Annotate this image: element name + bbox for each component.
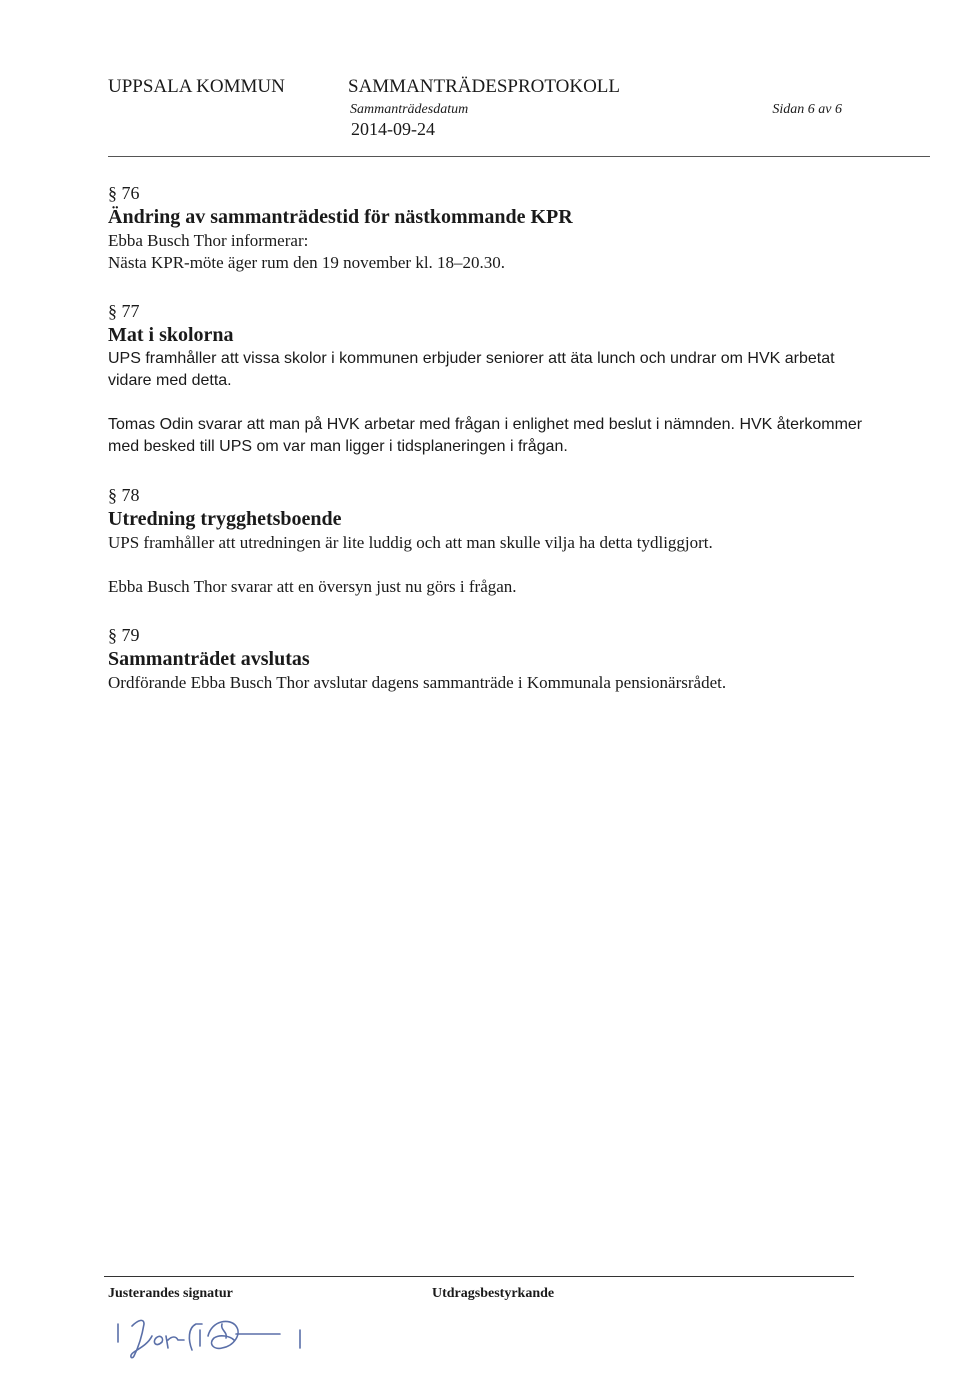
paragraph: Nästa KPR-möte äger rum den 19 november kl. 18–20.30.	[108, 253, 506, 272]
paragraph: Ebba Busch Thor svarar att en översyn just nu görs i frågan.	[108, 577, 517, 596]
section-title: Mat i skolorna	[108, 324, 234, 346]
section-number: § 79	[108, 625, 140, 645]
document-type: SAMMANTRÄDESPROTOKOLL	[348, 76, 621, 97]
section-number: § 78	[108, 485, 140, 505]
document-body	[108, 182, 868, 720]
section-78	[108, 484, 868, 598]
signature-label: Justerandes signatur	[108, 1286, 233, 1301]
section-title: Sammanträdet avslutas	[108, 648, 310, 670]
paragraph: Ebba Busch Thor informerar:	[108, 231, 309, 250]
header-divider	[108, 156, 930, 157]
paragraph: Ordförande Ebba Busch Thor avslutar dagens sammanträde i Kommunala pensionärsrådet.	[108, 673, 727, 692]
section-77	[108, 300, 868, 458]
section-title: Utredning trygghetsboende	[108, 508, 342, 530]
section-79	[108, 624, 868, 694]
section-number: § 76	[108, 183, 140, 203]
section-76	[108, 182, 868, 274]
section-title: Ändring av sammanträdestid för nästkommande KPR	[108, 206, 573, 228]
meeting-date-label: Sammanträdesdatum	[350, 102, 469, 117]
footer-divider	[104, 1276, 854, 1277]
section-number: § 77	[108, 301, 140, 321]
page-header	[108, 76, 842, 139]
paragraph: UPS framhåller att vissa skolor i kommunen erbjuder seniorer att äta lunch och undrar om HVK arbetat vidare med detta.	[108, 350, 835, 389]
paragraph: UPS framhåller att utredningen är lite luddig och att man skulle vilja ha detta tydliggjort.	[108, 533, 713, 552]
handwritten-signature	[104, 1306, 344, 1366]
organization-name: UPPSALA KOMMUN	[108, 76, 285, 97]
extract-certification-label: Utdragsbestyrkande	[432, 1286, 555, 1301]
page-number: Sidan 6 av 6	[772, 102, 842, 117]
meeting-date: 2014-09-24	[351, 119, 435, 139]
paragraph: Tomas Odin svarar att man på HVK arbetar med frågan i enlighet med beslut i nämnden. HVK återkommer med besked till UPS om var man ligger i tidsplaneringen i frågan.	[108, 416, 863, 455]
